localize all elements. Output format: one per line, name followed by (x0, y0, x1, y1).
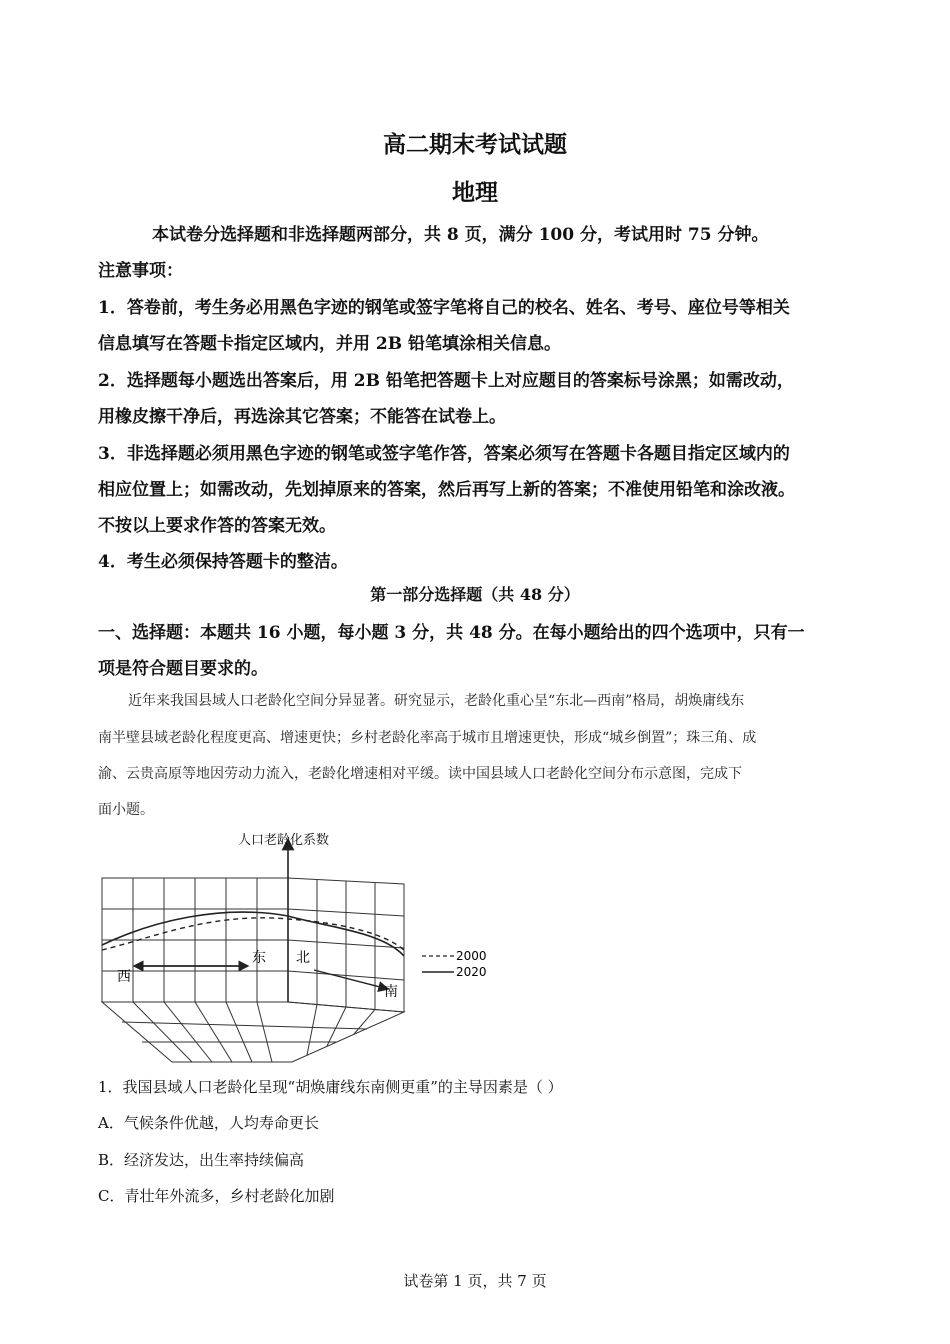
note-line: 4．考生必须保持答题卡的整洁。 (98, 552, 348, 572)
note-line: 相应位置上；如需改动，先划掉原来的答案，然后再写上新的答案；不准使用铅笔和涂改液。 (98, 480, 795, 500)
question-stem: 1．我国县域人口老龄化呈现“胡焕庸线东南侧更重”的主导因素是（ ） (98, 1078, 563, 1096)
option-a: A．气候条件优越，人均寿命更长 (98, 1114, 319, 1132)
south-arrow (314, 970, 384, 988)
passage-line: 面小题。 (98, 802, 154, 818)
legend-2020-label: 2020 (456, 965, 487, 979)
label-west: 西 (117, 969, 131, 985)
section-line: 项是符合题目要求的。 (98, 659, 268, 679)
option-c: C．青壮年外流多，乡村老龄化加剧 (98, 1187, 335, 1205)
legend-2000-label: 2000 (456, 949, 487, 963)
note-line: 3．非选择题必须用黑色字迹的钢笔或签字笔作答，答案必须写在答题卡各题目指定区域内的 (98, 444, 790, 464)
label-east: 东 (252, 950, 266, 966)
note-line: 2．选择题每小题选出答案后，用 2B 铅笔把答题卡上对应题目的答案标号涂黑；如需改动， (98, 371, 794, 391)
option-b: B．经济发达，出生率持续偏高 (98, 1151, 305, 1169)
exam-intro: 本试卷分选择题和非选择题两部分，共 8 页，满分 100 分，考试用时 75 分钟。 (152, 225, 769, 245)
passage-line: 近年来我国县域人口老龄化空间分异显著。研究显示，老龄化重心呈“东北—西南”格局，胡焕庸线东 (128, 693, 745, 709)
floor-grid (102, 1002, 404, 1062)
aging-distribution-figure (92, 826, 512, 1066)
passage-line: 渝、云贵高原等地因劳动力流入，老龄化增速相对平缓。读中国县域人口老龄化空间分布示意图，完成下 (98, 766, 742, 782)
notes-heading: 注意事项： (98, 261, 183, 281)
note-line: 不按以上要求作答的答案无效。 (98, 516, 336, 536)
aging-axis-label: 人口老龄化系数 (238, 833, 330, 848)
note-line: 1．答卷前，考生务必用黑色字迹的钢笔或签字笔将自己的校名、姓名、考号、座位号等相关 (98, 298, 790, 318)
page-footer: 试卷第 1 页，共 7 页 (403, 1272, 547, 1290)
section-line: 一、选择题：本题共 16 小题，每小题 3 分，共 48 分。在每小题给出的四个选项中，只有一 (98, 623, 805, 643)
exam-title: 高二期末考试试题 (383, 131, 567, 158)
passage-line: 南半壁县域老龄化程度更高、增速更快；乡村老龄化率高于城市且增速更快，形成“城乡倒置”；珠三角、成 (98, 730, 757, 746)
part1-heading: 第一部分选择题（共 48 分） (370, 585, 580, 604)
label-north: 北 (296, 950, 310, 966)
label-south: 南 (384, 984, 398, 1000)
note-line: 用橡皮擦干净后，再选涂其它答案；不能答在试卷上。 (98, 407, 506, 427)
note-line: 信息填写在答题卡指定区域内，并用 2B 铅笔填涂相关信息。 (98, 334, 562, 354)
subject-title: 地理 (452, 179, 498, 206)
